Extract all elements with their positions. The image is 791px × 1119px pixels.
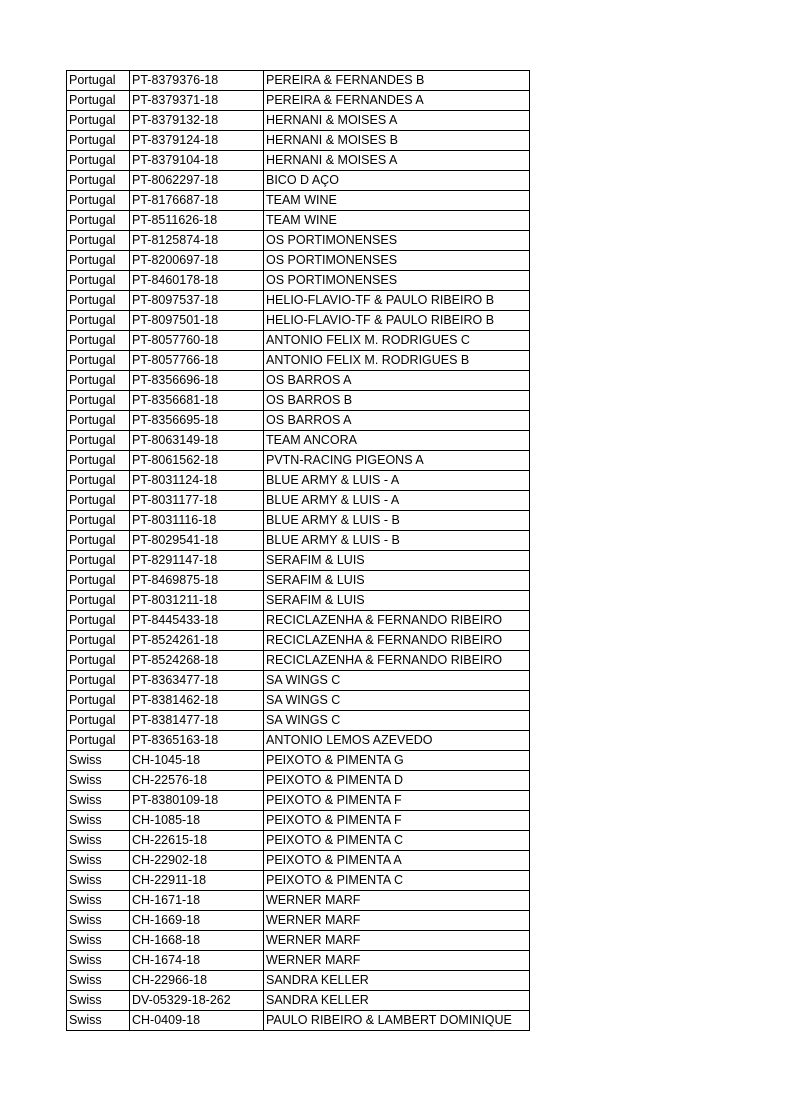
table-row bbox=[67, 591, 530, 611]
owner-cell: OS BARROS B bbox=[264, 391, 530, 411]
country-cell: Swiss bbox=[67, 951, 130, 971]
owner-cell: ANTONIO LEMOS AZEVEDO bbox=[264, 731, 530, 751]
owner-cell: RECICLAZENHA & FERNANDO RIBEIRO bbox=[264, 631, 530, 651]
table-row bbox=[67, 811, 530, 831]
country-cell: Portugal bbox=[67, 451, 130, 471]
owner-cell: PEIXOTO & PIMENTA F bbox=[264, 811, 530, 831]
table-row bbox=[67, 371, 530, 391]
table-row bbox=[67, 571, 530, 591]
table-row bbox=[67, 931, 530, 951]
country-cell: Swiss bbox=[67, 791, 130, 811]
ring-number-cell: CH-22902-18 bbox=[130, 851, 264, 871]
table-row bbox=[67, 231, 530, 251]
owner-cell: RECICLAZENHA & FERNANDO RIBEIRO bbox=[264, 651, 530, 671]
country-cell: Portugal bbox=[67, 91, 130, 111]
owner-cell: OS PORTIMONENSES bbox=[264, 251, 530, 271]
ring-number-cell: PT-8356681-18 bbox=[130, 391, 264, 411]
ring-number-cell: CH-22966-18 bbox=[130, 971, 264, 991]
country-cell: Portugal bbox=[67, 351, 130, 371]
ring-number-cell: PT-8356695-18 bbox=[130, 411, 264, 431]
ring-number-cell: PT-8291147-18 bbox=[130, 551, 264, 571]
owner-cell: PEIXOTO & PIMENTA D bbox=[264, 771, 530, 791]
ring-number-cell: PT-8031124-18 bbox=[130, 471, 264, 491]
ring-number-cell: PT-8379124-18 bbox=[130, 131, 264, 151]
table-row bbox=[67, 771, 530, 791]
country-cell: Swiss bbox=[67, 851, 130, 871]
table-row bbox=[67, 171, 530, 191]
country-cell: Portugal bbox=[67, 711, 130, 731]
table-row bbox=[67, 531, 530, 551]
country-cell: Portugal bbox=[67, 271, 130, 291]
owner-cell: BICO D AÇO bbox=[264, 171, 530, 191]
table-row bbox=[67, 731, 530, 751]
owner-cell: SERAFIM & LUIS bbox=[264, 591, 530, 611]
ring-number-cell: PT-8125874-18 bbox=[130, 231, 264, 251]
owner-cell: SERAFIM & LUIS bbox=[264, 551, 530, 571]
table-row bbox=[67, 251, 530, 271]
country-cell: Swiss bbox=[67, 871, 130, 891]
table-row bbox=[67, 851, 530, 871]
ring-number-cell: PT-8063149-18 bbox=[130, 431, 264, 451]
country-cell: Portugal bbox=[67, 531, 130, 551]
country-cell: Swiss bbox=[67, 971, 130, 991]
owner-cell: BLUE ARMY & LUIS - B bbox=[264, 511, 530, 531]
ring-number-cell: PT-8381477-18 bbox=[130, 711, 264, 731]
country-cell: Portugal bbox=[67, 391, 130, 411]
country-cell: Portugal bbox=[67, 131, 130, 151]
owner-cell: RECICLAZENHA & FERNANDO RIBEIRO bbox=[264, 611, 530, 631]
table-row bbox=[67, 391, 530, 411]
table-row bbox=[67, 311, 530, 331]
owner-cell: PVTN-RACING PIGEONS A bbox=[264, 451, 530, 471]
owner-cell: PEIXOTO & PIMENTA F bbox=[264, 791, 530, 811]
ring-number-cell: PT-8176687-18 bbox=[130, 191, 264, 211]
ring-number-cell: CH-0409-18 bbox=[130, 1011, 264, 1031]
table-row bbox=[67, 651, 530, 671]
country-cell: Portugal bbox=[67, 111, 130, 131]
country-cell: Portugal bbox=[67, 511, 130, 531]
owner-cell: OS PORTIMONENSES bbox=[264, 231, 530, 251]
ring-number-cell: PT-8062297-18 bbox=[130, 171, 264, 191]
country-cell: Portugal bbox=[67, 251, 130, 271]
table-row bbox=[67, 411, 530, 431]
table-row bbox=[67, 911, 530, 931]
country-cell: Portugal bbox=[67, 191, 130, 211]
owner-cell: OS BARROS A bbox=[264, 411, 530, 431]
country-cell: Swiss bbox=[67, 831, 130, 851]
country-cell: Portugal bbox=[67, 611, 130, 631]
owner-cell: SA WINGS C bbox=[264, 671, 530, 691]
table-row bbox=[67, 491, 530, 511]
table-row bbox=[67, 91, 530, 111]
owner-cell: ANTONIO FELIX M. RODRIGUES C bbox=[264, 331, 530, 351]
table-row bbox=[67, 211, 530, 231]
table-row bbox=[67, 751, 530, 771]
table-row bbox=[67, 631, 530, 651]
ring-number-cell: PT-8379376-18 bbox=[130, 71, 264, 91]
country-cell: Swiss bbox=[67, 811, 130, 831]
ring-number-cell: PT-8031116-18 bbox=[130, 511, 264, 531]
country-cell: Swiss bbox=[67, 931, 130, 951]
table-row bbox=[67, 471, 530, 491]
table-row bbox=[67, 611, 530, 631]
owner-cell: SA WINGS C bbox=[264, 711, 530, 731]
owner-cell: HERNANI & MOISES A bbox=[264, 111, 530, 131]
ring-number-cell: PT-8097537-18 bbox=[130, 291, 264, 311]
owner-cell: TEAM WINE bbox=[264, 191, 530, 211]
table-row bbox=[67, 951, 530, 971]
ring-number-cell: PT-8365163-18 bbox=[130, 731, 264, 751]
owner-cell: WERNER MARF bbox=[264, 951, 530, 971]
owner-cell: WERNER MARF bbox=[264, 911, 530, 931]
country-cell: Portugal bbox=[67, 631, 130, 651]
country-cell: Portugal bbox=[67, 231, 130, 251]
country-cell: Portugal bbox=[67, 551, 130, 571]
ring-number-cell: PT-8057760-18 bbox=[130, 331, 264, 351]
country-cell: Swiss bbox=[67, 911, 130, 931]
country-cell: Swiss bbox=[67, 771, 130, 791]
country-cell: Portugal bbox=[67, 411, 130, 431]
table-body bbox=[67, 71, 530, 1031]
table-row bbox=[67, 71, 530, 91]
ring-number-cell: PT-8511626-18 bbox=[130, 211, 264, 231]
owner-cell: BLUE ARMY & LUIS - A bbox=[264, 471, 530, 491]
ring-number-cell: CH-1669-18 bbox=[130, 911, 264, 931]
country-cell: Portugal bbox=[67, 591, 130, 611]
table-row bbox=[67, 451, 530, 471]
table-row bbox=[67, 111, 530, 131]
owner-cell: SANDRA KELLER bbox=[264, 991, 530, 1011]
ring-number-cell: PT-8356696-18 bbox=[130, 371, 264, 391]
owner-cell: HELIO-FLAVIO-TF & PAULO RIBEIRO B bbox=[264, 311, 530, 331]
country-cell: Portugal bbox=[67, 471, 130, 491]
country-cell: Portugal bbox=[67, 211, 130, 231]
ring-number-cell: CH-22911-18 bbox=[130, 871, 264, 891]
owner-cell: TEAM WINE bbox=[264, 211, 530, 231]
table-row bbox=[67, 291, 530, 311]
ring-number-cell: CH-1085-18 bbox=[130, 811, 264, 831]
owner-cell: ANTONIO FELIX M. RODRIGUES B bbox=[264, 351, 530, 371]
country-cell: Portugal bbox=[67, 491, 130, 511]
table-row bbox=[67, 991, 530, 1011]
ring-number-cell: PT-8379132-18 bbox=[130, 111, 264, 131]
ring-number-cell: PT-8031177-18 bbox=[130, 491, 264, 511]
country-cell: Portugal bbox=[67, 71, 130, 91]
table-row bbox=[67, 971, 530, 991]
ring-number-cell: CH-1674-18 bbox=[130, 951, 264, 971]
country-cell: Portugal bbox=[67, 571, 130, 591]
owner-cell: PEIXOTO & PIMENTA C bbox=[264, 871, 530, 891]
table-row bbox=[67, 191, 530, 211]
country-cell: Portugal bbox=[67, 291, 130, 311]
owner-cell: WERNER MARF bbox=[264, 891, 530, 911]
table-row bbox=[67, 351, 530, 371]
table-row bbox=[67, 671, 530, 691]
country-cell: Swiss bbox=[67, 991, 130, 1011]
ring-number-cell: CH-1671-18 bbox=[130, 891, 264, 911]
ring-number-cell: PT-8460178-18 bbox=[130, 271, 264, 291]
table-row bbox=[67, 871, 530, 891]
table-row bbox=[67, 1011, 530, 1031]
ring-number-cell: PT-8380109-18 bbox=[130, 791, 264, 811]
country-cell: Portugal bbox=[67, 311, 130, 331]
table-row bbox=[67, 151, 530, 171]
table-row bbox=[67, 791, 530, 811]
ring-number-cell: PT-8061562-18 bbox=[130, 451, 264, 471]
country-cell: Portugal bbox=[67, 151, 130, 171]
table-row bbox=[67, 691, 530, 711]
ring-number-cell: CH-1045-18 bbox=[130, 751, 264, 771]
ring-number-cell: PT-8469875-18 bbox=[130, 571, 264, 591]
owner-cell: HERNANI & MOISES B bbox=[264, 131, 530, 151]
ring-number-cell: PT-8381462-18 bbox=[130, 691, 264, 711]
owner-cell: WERNER MARF bbox=[264, 931, 530, 951]
country-cell: Swiss bbox=[67, 891, 130, 911]
table-row bbox=[67, 131, 530, 151]
ring-number-cell: PT-8379371-18 bbox=[130, 91, 264, 111]
owner-cell: OS BARROS A bbox=[264, 371, 530, 391]
ring-number-cell: PT-8031211-18 bbox=[130, 591, 264, 611]
ring-number-cell: PT-8524261-18 bbox=[130, 631, 264, 651]
owner-cell: OS PORTIMONENSES bbox=[264, 271, 530, 291]
owner-cell: PEIXOTO & PIMENTA G bbox=[264, 751, 530, 771]
ring-number-cell: PT-8445433-18 bbox=[130, 611, 264, 631]
pigeon-list-table bbox=[66, 70, 530, 1031]
ring-number-cell: PT-8379104-18 bbox=[130, 151, 264, 171]
table-row bbox=[67, 331, 530, 351]
country-cell: Portugal bbox=[67, 171, 130, 191]
owner-cell: PAULO RIBEIRO & LAMBERT DOMINIQUE bbox=[264, 1011, 530, 1031]
owner-cell: PEREIRA & FERNANDES A bbox=[264, 91, 530, 111]
table-row bbox=[67, 431, 530, 451]
table-row bbox=[67, 711, 530, 731]
ring-number-cell: CH-22615-18 bbox=[130, 831, 264, 851]
country-cell: Portugal bbox=[67, 691, 130, 711]
owner-cell: SERAFIM & LUIS bbox=[264, 571, 530, 591]
ring-number-cell: CH-1668-18 bbox=[130, 931, 264, 951]
owner-cell: PEIXOTO & PIMENTA A bbox=[264, 851, 530, 871]
ring-number-cell: PT-8524268-18 bbox=[130, 651, 264, 671]
ring-number-cell: PT-8029541-18 bbox=[130, 531, 264, 551]
owner-cell: PEIXOTO & PIMENTA C bbox=[264, 831, 530, 851]
ring-number-cell: CH-22576-18 bbox=[130, 771, 264, 791]
ring-number-cell: PT-8097501-18 bbox=[130, 311, 264, 331]
country-cell: Portugal bbox=[67, 331, 130, 351]
country-cell: Portugal bbox=[67, 671, 130, 691]
owner-cell: BLUE ARMY & LUIS - A bbox=[264, 491, 530, 511]
owner-cell: TEAM ANCORA bbox=[264, 431, 530, 451]
country-cell: Portugal bbox=[67, 731, 130, 751]
owner-cell: BLUE ARMY & LUIS - B bbox=[264, 531, 530, 551]
country-cell: Portugal bbox=[67, 651, 130, 671]
owner-cell: SA WINGS C bbox=[264, 691, 530, 711]
ring-number-cell: DV-05329-18-262 bbox=[130, 991, 264, 1011]
country-cell: Portugal bbox=[67, 431, 130, 451]
country-cell: Portugal bbox=[67, 371, 130, 391]
owner-cell: PEREIRA & FERNANDES B bbox=[264, 71, 530, 91]
owner-cell: HELIO-FLAVIO-TF & PAULO RIBEIRO B bbox=[264, 291, 530, 311]
ring-number-cell: PT-8200697-18 bbox=[130, 251, 264, 271]
owner-cell: HERNANI & MOISES A bbox=[264, 151, 530, 171]
table-row bbox=[67, 831, 530, 851]
owner-cell: SANDRA KELLER bbox=[264, 971, 530, 991]
table-row bbox=[67, 271, 530, 291]
table-row bbox=[67, 551, 530, 571]
table-row bbox=[67, 891, 530, 911]
ring-number-cell: PT-8057766-18 bbox=[130, 351, 264, 371]
ring-number-cell: PT-8363477-18 bbox=[130, 671, 264, 691]
table-row bbox=[67, 511, 530, 531]
country-cell: Swiss bbox=[67, 751, 130, 771]
country-cell: Swiss bbox=[67, 1011, 130, 1031]
